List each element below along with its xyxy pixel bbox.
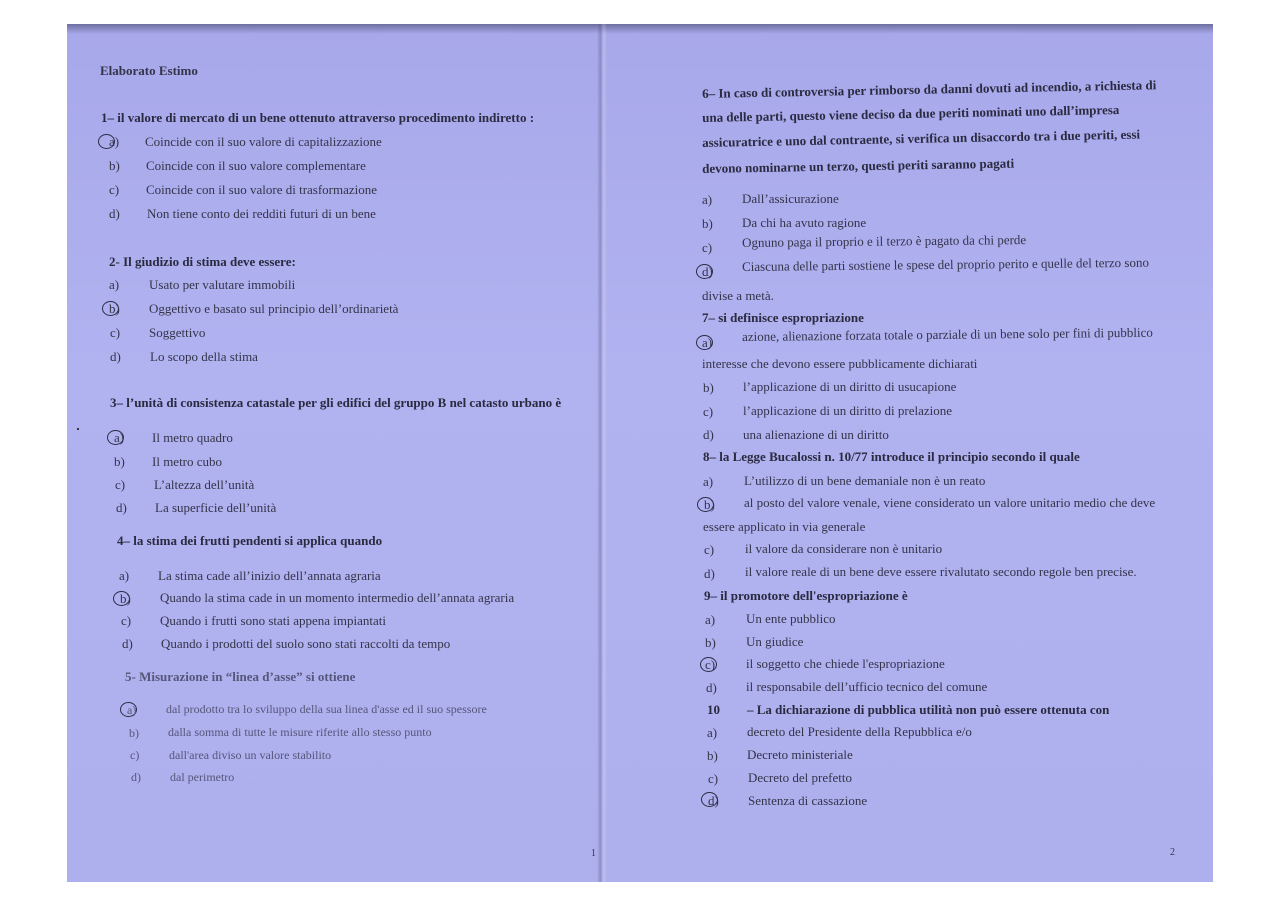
question-4-option-b: Quando la stima cade in un momento intermedio dell’annata agraria [160, 590, 515, 605]
question-3-option-a: Il metro quadro [152, 430, 233, 445]
question-9-option-d: il responsabile dell’ufficio tecnico del comune [746, 679, 988, 694]
page-number-left: 1 [591, 848, 596, 859]
question-4-option-d: Quando i prodotti del suolo sono stati raccolti da tempo [161, 636, 451, 651]
question-5-option-d: dal perimetro [170, 770, 235, 784]
question-10-option-c: Decreto del prefetto [748, 770, 852, 785]
option-label: d) [702, 264, 713, 279]
question-9-option-b: Un giudice [746, 634, 804, 649]
question-4-text: 4– la stima dei frutti pendenti si applica quando [117, 533, 383, 548]
question-8-option-b-continuation: essere applicato in via generale [703, 519, 866, 534]
option-label: d) [110, 349, 121, 364]
question-2-option-c: Soggettivo [149, 325, 206, 340]
question-9-text: 9– il promotore dell'espropriazione è [704, 588, 908, 603]
option-label: a) [702, 192, 713, 207]
left-page [67, 24, 599, 882]
option-label: b) [109, 301, 120, 316]
option-label: a) [109, 277, 120, 292]
question-3-option-b: Il metro cubo [152, 454, 223, 469]
question-4-option-c: Quando i frutti sono stati appena impiantati [160, 613, 387, 628]
question-10-option-d: Sentenza di cassazione [748, 793, 868, 808]
option-label: b) [109, 158, 120, 173]
option-label: c) [704, 542, 715, 557]
option-label: c) [703, 404, 714, 419]
option-label: c) [705, 657, 716, 672]
option-label: d) [116, 500, 127, 515]
question-10-number: 10 [707, 702, 720, 717]
option-label: d) [704, 566, 715, 581]
question-7-option-a-continuation: interesse che devono essere pubblicamente dichiarati [702, 356, 978, 371]
option-label: c) [130, 748, 140, 762]
option-label: b) [114, 454, 125, 469]
question-6-line-3: assicuratrice e uno dal contraente, si verifica un disaccordo tra i due periti, essi [702, 126, 1141, 150]
option-label: b) [702, 216, 713, 231]
option-label: b) [703, 380, 714, 395]
question-1-option-d: Non tiene conto dei redditi futuri di un bene [147, 206, 376, 221]
question-7-option-a: azione, alienazione forzata totale o parziale di un bene solo per fini di pubblico [742, 324, 1153, 344]
question-1-option-a: Coincide con il suo valore di capitalizzazione [145, 134, 382, 149]
question-5-option-c: dall'area diviso un valore stabilito [169, 748, 332, 762]
option-label: b) [707, 748, 718, 763]
option-label: a) [114, 430, 125, 445]
question-6-line-2: una delle parti, questo viene deciso da due periti nominati uno dall’impresa [702, 101, 1120, 125]
question-8-option-b: al posto del valore venale, viene considerato un valore unitario medio che deve [744, 495, 1156, 510]
question-10-option-b: Decreto ministeriale [747, 747, 853, 762]
option-label: c) [702, 240, 713, 255]
question-10-text: – La dichiarazione di pubblica utilità non può essere ottenuta con [747, 702, 1110, 717]
option-label: a) [109, 134, 120, 149]
option-label: c) [109, 182, 120, 197]
question-6-line-4: devono nominarne un terzo, questi periti saranno pagati [702, 155, 1015, 176]
question-5-option-a: dal prodotto tra lo sviluppo della sua linea d'asse ed il suo spessore [166, 702, 487, 716]
question-2-text: 2- Il giudizio di stima deve essere: [109, 254, 296, 269]
question-5-text: 5- Misurazione in “linea d’asse” si ottiene [125, 669, 356, 684]
question-8-option-d: il valore reale di un bene deve essere rivalutato secondo regole ben precise. [745, 564, 1137, 579]
question-3-text: 3– l’unità di consistenza catastale per gli edifici del gruppo B nel catasto urbano è [110, 395, 562, 410]
question-8-option-a: L’utilizzo di un bene demaniale non è un reato [744, 473, 986, 488]
question-7-option-c: l’applicazione di un diritto di prelazione [743, 403, 953, 418]
option-label: c) [110, 325, 121, 340]
option-label: c) [708, 771, 719, 786]
option-label: a) [703, 474, 714, 489]
question-1-option-b: Coincide con il suo valore complementare [146, 158, 366, 173]
question-2-option-b: Oggettivo e basato sul principio dell’ordinarietà [149, 301, 399, 316]
question-6-line-1: 6– In caso di controversia per rimborso da danni dovuti ad incendio, a richiesta di [702, 77, 1157, 101]
question-1-text: 1– il valore di mercato di un bene ottenuto attraverso procedimento indiretto : [101, 110, 535, 125]
option-label: d) [109, 206, 120, 221]
option-label: c) [121, 613, 132, 628]
question-1-option-c: Coincide con il suo valore di trasformazione [146, 182, 378, 197]
question-4-option-a: La stima cade all’inizio dell’annata agraria [158, 568, 381, 583]
question-9-option-c: il soggetto che chiede l'espropriazione [746, 656, 945, 671]
option-label: c) [115, 477, 126, 492]
option-label: a) [705, 612, 716, 627]
question-2-option-d: Lo scopo della stima [150, 349, 258, 364]
option-label: d) [703, 427, 714, 442]
option-label: b) [704, 497, 715, 512]
option-label: b) [705, 635, 716, 650]
right-page [607, 24, 1213, 882]
option-label: a) [127, 703, 137, 717]
question-6-option-c: Ognuno paga il proprio e il terzo è pagato da chi perde [742, 232, 1027, 250]
document-sheet [67, 24, 1213, 882]
question-6-option-a: Dall’assicurazione [742, 191, 839, 206]
question-5-option-b: dalla somma di tutte le misure riferite allo stesso punto [168, 725, 432, 739]
option-label: b) [129, 726, 139, 740]
question-6-option-d: Ciascuna delle parti sostiene le spese del proprio perito e quelle del terzo sono [742, 254, 1149, 274]
option-label: d) [131, 770, 141, 784]
option-label: d) [708, 793, 719, 808]
question-6-option-d-continuation: divise a metà. [702, 288, 774, 303]
question-6-option-b: Da chi ha avuto ragione [742, 215, 867, 230]
option-label: d) [122, 636, 133, 651]
question-7-option-d: una alienazione di un diritto [743, 427, 889, 442]
option-label: a) [702, 335, 713, 350]
question-8-text: 8– la Legge Bucalossi n. 10/77 introduce il principio secondo il quale [703, 449, 1080, 464]
question-2-option-a: Usato per valutare immobili [149, 277, 296, 292]
option-label: b) [120, 591, 131, 606]
question-3-option-d: La superficie dell’unità [155, 500, 277, 515]
question-10-option-a: decreto del Presidente della Repubblica e/o [747, 724, 972, 739]
option-label: a) [119, 568, 130, 583]
question-7-option-b: l’applicazione di un diritto di usucapione [743, 379, 957, 394]
page-number-right: 2 [1170, 847, 1175, 858]
option-label: d) [706, 680, 717, 695]
option-label: a) [707, 725, 718, 740]
question-7-text: 7– si definisce espropriazione [702, 310, 864, 325]
question-9-option-a: Un ente pubblico [746, 611, 836, 626]
document-title: Elaborato Estimo [100, 63, 198, 78]
question-8-option-c: il valore da considerare non è unitario [745, 541, 943, 556]
question-3-option-c: L’altezza dell’unità [154, 477, 255, 492]
